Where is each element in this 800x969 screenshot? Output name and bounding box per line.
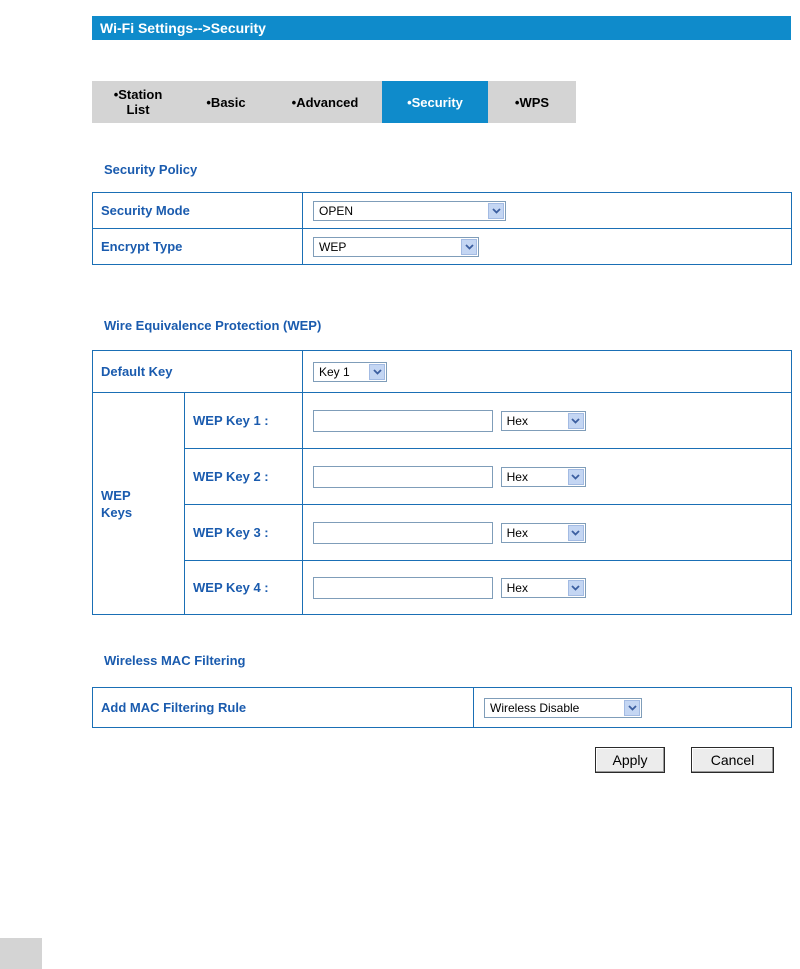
wep-keys-label xyxy=(93,393,185,615)
wep-key-2-label-text: WEP Key 2 : xyxy=(193,469,269,484)
chevron-down-icon xyxy=(568,580,584,596)
security-mode-select[interactable] xyxy=(313,201,506,221)
chevron-down-icon xyxy=(568,469,584,485)
apply-button[interactable]: Apply xyxy=(595,747,665,773)
security-mode-label: Security Mode xyxy=(93,193,303,229)
wep-key-4-label-text: WEP Key 4 : xyxy=(193,580,269,595)
mac-filter-rule-select[interactable] xyxy=(484,698,642,718)
page-corner-marker xyxy=(0,938,42,969)
wep-key-4-format-select[interactable] xyxy=(501,578,586,598)
mac-filter-rule-value: Wireless Disable xyxy=(490,700,580,715)
security-policy-heading: Security Policy xyxy=(104,162,198,177)
encrypt-type-select[interactable] xyxy=(313,237,479,257)
mac-filtering-table xyxy=(92,687,792,728)
wep-key-1-format-value: Hex xyxy=(506,413,528,428)
wep-key-2-input[interactable] xyxy=(313,466,493,488)
chevron-down-icon xyxy=(461,239,477,255)
tab-wps[interactable]: •WPS xyxy=(514,94,550,110)
tab-security[interactable]: •Security xyxy=(382,81,488,123)
security-policy-table xyxy=(92,192,792,265)
security-mode-cell xyxy=(303,193,792,229)
wep-key-1-input[interactable] xyxy=(313,410,493,432)
wep-key-2-label xyxy=(185,449,303,505)
wep-heading: Wire Equivalence Protection (WEP) xyxy=(104,318,322,333)
wep-key-3-cell xyxy=(303,505,792,561)
wep-key-3-format-value: Hex xyxy=(506,525,528,540)
tab-bar xyxy=(92,81,576,123)
mac-filtering-heading: Wireless MAC Filtering xyxy=(104,653,246,668)
tab-station-list[interactable] xyxy=(92,81,184,123)
encrypt-type-value: WEP xyxy=(319,239,347,254)
wep-key-3-label xyxy=(185,505,303,561)
wep-key-4-format-value: Hex xyxy=(506,580,528,595)
default-key-cell xyxy=(303,351,792,393)
default-key-label: Default Key xyxy=(93,351,303,393)
default-key-value: Key 1 xyxy=(319,364,350,379)
page-title: Wi-Fi Settings-->Security xyxy=(92,16,791,40)
mac-filter-rule-label: Add MAC Filtering Rule xyxy=(93,688,474,728)
chevron-down-icon xyxy=(624,700,640,716)
cancel-button[interactable]: Cancel xyxy=(691,747,774,773)
chevron-down-icon xyxy=(369,364,385,380)
mac-filter-rule-cell xyxy=(474,688,792,728)
default-key-select[interactable] xyxy=(313,362,387,382)
encrypt-type-cell xyxy=(303,229,792,265)
wep-key-3-format-select[interactable] xyxy=(501,523,586,543)
wep-key-4-label xyxy=(185,561,303,615)
wep-key-1-format-select[interactable] xyxy=(501,411,586,431)
security-mode-value: OPEN xyxy=(319,203,354,218)
wep-key-1-label xyxy=(185,393,303,449)
tab-basic[interactable]: •Basic xyxy=(206,94,246,110)
wep-key-2-format-select[interactable] xyxy=(501,467,586,487)
wep-keys-label-text: WEP Keys xyxy=(101,487,133,520)
wep-key-4-input[interactable] xyxy=(313,577,493,599)
wep-key-3-label-text: WEP Key 3 : xyxy=(193,525,269,540)
wep-key-2-format-value: Hex xyxy=(506,469,528,484)
chevron-down-icon xyxy=(488,203,504,219)
wep-key-1-cell xyxy=(303,393,792,449)
wep-key-1-label-text: WEP Key 1 : xyxy=(193,413,269,428)
wep-table xyxy=(92,350,792,615)
wep-key-4-cell xyxy=(303,561,792,615)
wep-key-3-input[interactable] xyxy=(313,522,493,544)
wep-key-2-cell xyxy=(303,449,792,505)
chevron-down-icon xyxy=(568,413,584,429)
tab-advanced[interactable]: •Advanced xyxy=(291,94,359,110)
chevron-down-icon xyxy=(568,525,584,541)
tab-station-list-label: •Station List xyxy=(113,87,163,117)
encrypt-type-label: Encrypt Type xyxy=(93,229,303,265)
